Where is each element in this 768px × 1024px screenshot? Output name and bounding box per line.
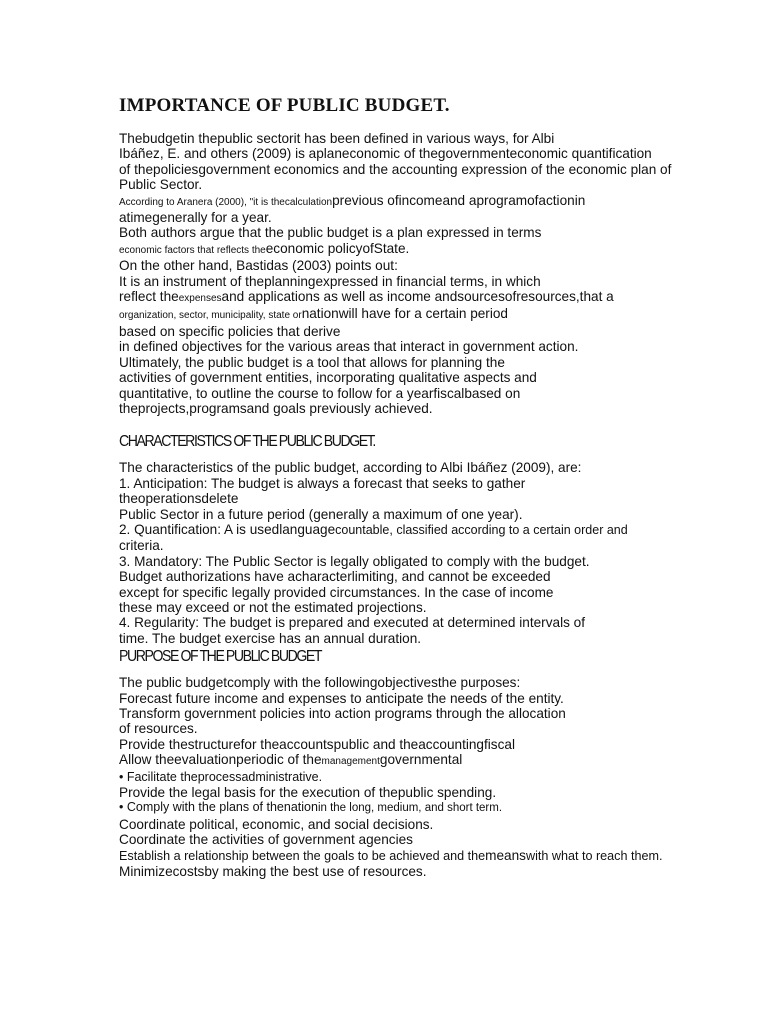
paragraph-line: Provide the legal basis for the execution of thepublic spending.	[119, 785, 497, 801]
inline-text: and applications as well as income andsourcesofresources,that a	[221, 289, 614, 305]
paragraph-line: time. The budget exercise has an annual duration.	[119, 630, 422, 646]
paragraph-line: 4. Regularity: The budget is prepared and executed at determined intervals of	[119, 615, 585, 631]
small-text: economic factors that reflects the	[119, 244, 266, 256]
paragraph-line: activities of government entities, incorporating qualitative aspects and	[119, 370, 537, 386]
paragraph-line: The characteristics of the public budget, according to Albi Ibáñez (2009), are:	[119, 460, 582, 476]
paragraph-line: criteria.	[119, 538, 164, 554]
paragraph-line	[119, 306, 719, 323]
paragraph-line: of thepoliciesgovernment economics and the accounting expression of the economic plan of	[119, 161, 672, 177]
paragraph-line: Forecast future income and expenses to anticipate the needs of the entity.	[119, 690, 564, 706]
paragraph-line	[119, 752, 719, 769]
paragraph-line: in defined objectives for the various areas that interact in government action.	[119, 339, 579, 355]
paragraph-line: Public Sector in a future period (generally a maximum of one year).	[119, 506, 523, 522]
page-title: IMPORTANCE OF PUBLIC BUDGET.	[119, 95, 450, 116]
paragraph-line	[119, 289, 719, 306]
inline-text: Establish a relationship between the goals to be achieved and the	[119, 848, 486, 863]
paragraph-line: Transform government policies into action programs through the allocation	[119, 706, 566, 721]
paragraph-line: Ultimately, the public budget is a tool that allows for planning the	[119, 354, 505, 370]
paragraph-line: Both authors argue that the public budget is a plan expressed in terms	[119, 225, 542, 241]
paragraph-line: 3. Mandatory: The Public Sector is legally obligated to comply with the budget.	[119, 553, 590, 569]
inline-text: countable, classified according to a certain order and	[335, 522, 628, 537]
paragraph-line	[119, 522, 719, 538]
inline-text: with what to reach them.	[525, 848, 663, 863]
paragraph-line: quantitative, to outline the course to follow for a yearfiscalbased on	[119, 385, 521, 401]
paragraph-line: • Facilitate theprocessadministrative.	[119, 769, 323, 784]
paragraph-line: based on specific policies that derive	[119, 323, 341, 339]
paragraph-line: theprojects,programsand goals previously achieved.	[119, 400, 433, 416]
inline-text: reflect the	[119, 289, 179, 305]
paragraph-line: Budget authorizations have acharacterlimiting, and cannot be exceeded	[119, 569, 551, 585]
paragraph-line: except for specific legally provided circumstances. In the case of income	[119, 584, 554, 600]
small-text: organization, sector, municipality, state or	[119, 310, 302, 322]
paragraph-line	[119, 193, 719, 210]
paragraph-line: Ibáñez, E. and others (2009) is aplaneconomic of thegovernmenteconomic quantification	[119, 146, 652, 162]
small-text: in the long, medium, and short term.	[317, 802, 503, 815]
paragraph-line: Minimizecostsby making the best use of resources.	[119, 864, 427, 880]
paragraph-line: Provide thestructurefor theaccountspublic and theaccountingfiscal	[119, 736, 515, 752]
paragraph-line: Coordinate political, economic, and social decisions.	[119, 816, 434, 832]
paragraph-line: Public Sector.	[119, 177, 203, 193]
paragraph-line: theoperationsdelete	[119, 491, 239, 507]
inline-text: governmental	[379, 752, 463, 768]
inline-text: previous ofincomeand aprogramofactionin	[332, 192, 586, 208]
inline-text: 2. Quantification: A is usedlanguage	[119, 521, 336, 537]
paragraph-line: of resources.	[119, 721, 198, 737]
inline-text: economic policyofState.	[265, 240, 410, 256]
document-page	[119, 95, 719, 879]
paragraph-line	[119, 241, 719, 258]
paragraph-line: Coordinate the activities of government agencies	[119, 832, 413, 848]
paragraph-line: On the other hand, Bastidas (2003) points out:	[119, 258, 398, 274]
section-heading-characteristics: CHARACTERISTICS OF THE PUBLIC BUDGET.	[119, 433, 375, 451]
paragraph-line: these may exceed or not the estimated projections.	[119, 599, 427, 615]
paragraph-line: The public budgetcomply with the followingobjectivesthe purposes:	[119, 675, 521, 691]
inline-text: nationwill have for a certain period	[301, 306, 508, 322]
small-text: management	[321, 756, 380, 768]
small-text: According to Aranera (2000), "it is thecalculation	[119, 196, 333, 208]
paragraph-line: It is an instrument of theplanningexpressed in financial terms, in which	[119, 273, 541, 289]
paragraph-line: Thebudgetin thepublic sectorit has been defined in various ways, for Albi	[119, 131, 555, 146]
inline-text: • Comply with the plans of thenation	[119, 800, 318, 815]
paragraph-line: 1. Anticipation: The budget is always a forecast that seeks to gather	[119, 475, 526, 491]
inline-text: means	[485, 847, 526, 863]
small-text: expenses	[178, 293, 222, 305]
paragraph-line	[119, 800, 719, 816]
section-heading-purpose: PURPOSE OF THE PUBLIC BUDGET	[119, 648, 322, 666]
paragraph-line: atimegenerally for a year.	[119, 210, 272, 226]
paragraph-line	[119, 848, 719, 864]
inline-text: Allow theevaluationperiodic of the	[119, 752, 322, 768]
